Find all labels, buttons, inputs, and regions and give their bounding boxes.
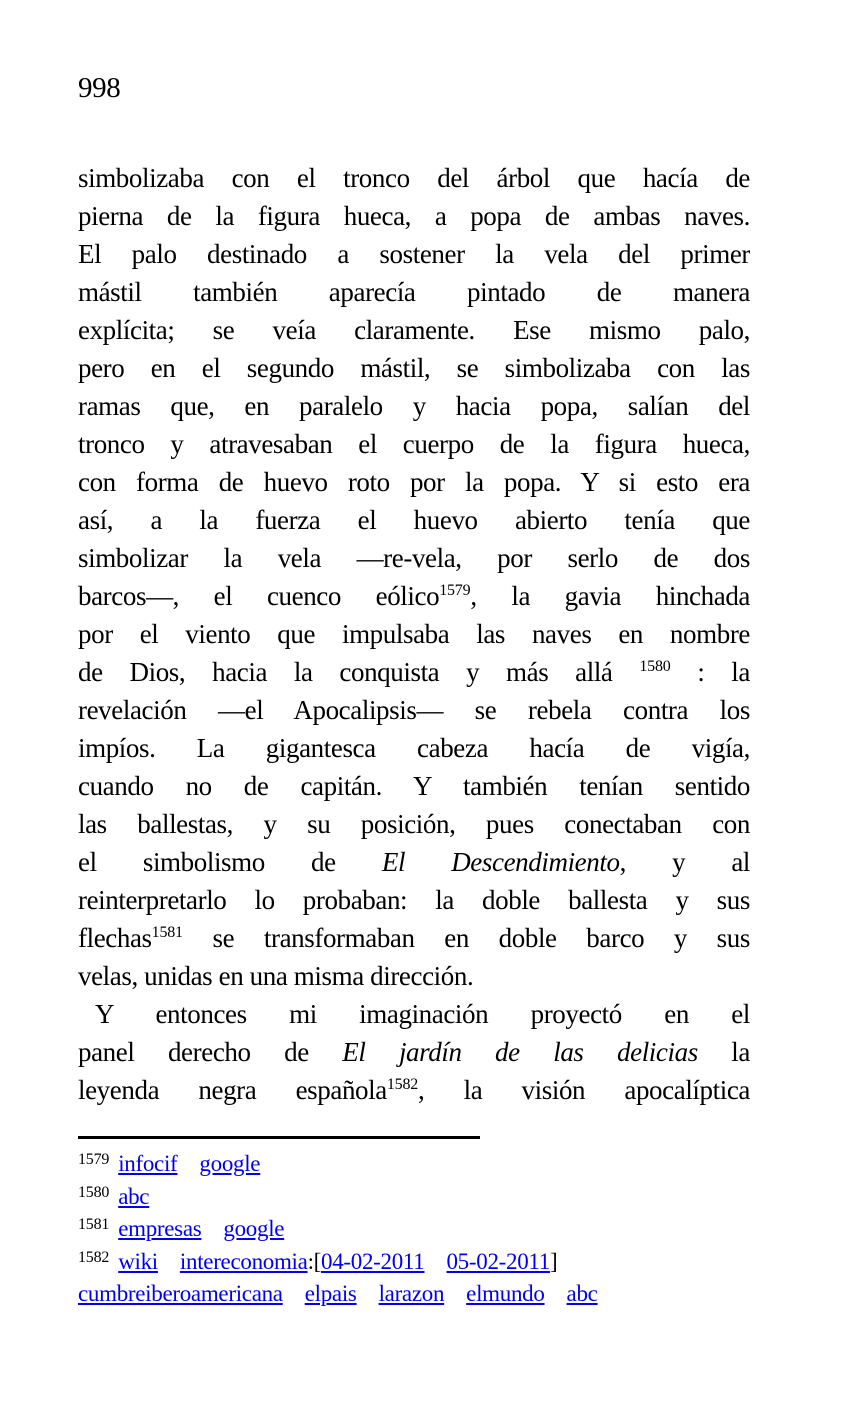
text-segment: el simbolismo de (78, 847, 382, 877)
body-line (78, 691, 750, 729)
footnote-separator (78, 1136, 480, 1139)
text-segment: explícita; se veía claramente. Ese mismo palo, (78, 315, 750, 345)
footnote-number: 1581 (78, 1216, 110, 1233)
text-segment: Y entonces mi imaginación proyectó en el (95, 999, 750, 1029)
text-segment: ramas que, en paralelo y hacia popa, salían del (78, 391, 750, 421)
page-number: 998 (78, 72, 121, 104)
footnote-link-wiki[interactable]: wiki (118, 1248, 158, 1274)
body-line (78, 615, 750, 653)
footnote-link-empresas[interactable]: empresas (118, 1216, 202, 1241)
work-title-italic: El Descendimiento (381, 847, 620, 877)
text-segment: flechas (78, 923, 152, 953)
footnote-ref: 1582 (386, 1076, 419, 1093)
body-line (78, 463, 750, 501)
text-segment: impíos. La gigantesca cabeza hacía de vigía, (78, 733, 750, 763)
text-segment: , la gavia hinchada (470, 581, 750, 611)
text-segment: simbolizaba con el tronco del árbol que hacía de (78, 163, 750, 193)
body-line (78, 197, 750, 235)
footnote-ref: 1580 (639, 658, 671, 675)
text-segment: panel derecho de (78, 1037, 343, 1067)
footnote-continuation (78, 1278, 766, 1311)
footnote-link-elmundo[interactable]: elmundo (466, 1281, 545, 1306)
footnote (78, 1246, 766, 1279)
footnotes (78, 1148, 766, 1311)
text-segment: : la (670, 657, 750, 687)
body-line (78, 311, 750, 349)
text-segment: con forma de huevo roto por la popa. Y si esto era (78, 467, 750, 497)
body-line (78, 843, 750, 881)
text-segment: de Dios, hacia la conquista y más allá (78, 657, 640, 687)
text-segment: las ballestas, y su posición, pues conectaban con (78, 809, 750, 839)
body-line (78, 653, 750, 691)
footnote-link-elpais[interactable]: elpais (304, 1281, 357, 1306)
footnote-link-abc[interactable]: abc (566, 1281, 598, 1306)
text-segment: revelación —el Apocalipsis— se rebela contra los (78, 695, 750, 725)
text-segment: cuando no de capitán. Y también tenían sentido (78, 771, 750, 801)
body-line (78, 577, 750, 615)
body-line (78, 235, 750, 273)
text-segment: pero en el segundo mástil, se simbolizaba con las (78, 353, 750, 383)
footnote-number: 1582 (78, 1248, 110, 1266)
text-segment: así, a la fuerza el huevo abierto tenía que (78, 505, 750, 535)
text-segment: se transformaban en doble barco y sus (182, 923, 750, 953)
footnote-link-abc[interactable]: abc (118, 1183, 150, 1209)
body-line (78, 1033, 750, 1071)
footnote-link-infocif[interactable]: infocif (118, 1151, 178, 1176)
text-segment: , la visión apocalíptica (418, 1075, 750, 1105)
footnote (78, 1148, 766, 1181)
footnote-ref: 1579 (439, 582, 471, 599)
text-segment: por el viento que impulsaba las naves en nombre (78, 619, 750, 649)
body-line (78, 425, 750, 463)
footnote-link-google[interactable]: google (223, 1216, 285, 1241)
text-segment: barcos—, el cuenco eólico (78, 581, 440, 611)
body-line (78, 805, 750, 843)
body-line (78, 387, 750, 425)
text-segment: reinterpretarlo lo probaban: la doble ballesta y sus (78, 885, 750, 915)
footnote-link-google[interactable]: google (199, 1151, 261, 1176)
body-text (78, 159, 750, 1109)
footnote-link-intereconomia[interactable]: intereconomia (179, 1248, 308, 1274)
body-line (78, 881, 750, 919)
work-title-italic: El jardín de las delicias (342, 1037, 698, 1067)
body-line (78, 957, 750, 995)
text-segment: leyenda negra española (78, 1075, 387, 1105)
footnote-link-04-02-2011[interactable]: 04-02-2011 (321, 1248, 425, 1274)
footnote-number: 1579 (78, 1151, 110, 1168)
text-segment: la (697, 1037, 750, 1067)
text-segment: mástil también aparecía pintado de manera (78, 277, 750, 307)
text-segment: tronco y atravesaban el cuerpo de la figura hueca, (78, 429, 750, 459)
body-line (78, 501, 750, 539)
footnote-link-larazon[interactable]: larazon (378, 1281, 445, 1306)
text-segment: , y al (619, 847, 750, 877)
body-line (78, 729, 750, 767)
body-line (78, 919, 750, 957)
text-segment: ] (549, 1248, 558, 1274)
body-line (78, 995, 750, 1033)
text-segment: pierna de la figura hueca, a popa de ambas naves. (78, 201, 750, 231)
text-segment: simbolizar la vela —re-vela, por serlo de dos (78, 543, 750, 573)
footnote-link-05-02-2011[interactable]: 05-02-2011 (446, 1248, 550, 1274)
body-line (78, 1071, 750, 1109)
footnote-number: 1580 (78, 1183, 110, 1201)
body-line (78, 349, 750, 387)
body-line (78, 273, 750, 311)
body-line (78, 159, 750, 197)
body-line (78, 767, 750, 805)
footnote (78, 1213, 766, 1246)
text-segment: :[ (307, 1248, 322, 1274)
text-segment: velas, unidas en una misma dirección. (78, 961, 474, 991)
footnote (78, 1181, 766, 1214)
body-line (78, 539, 750, 577)
text-segment: El palo destinado a sostener la vela del primer (78, 239, 750, 269)
footnote-ref: 1581 (151, 924, 183, 941)
footnote-link-cumbreiberoamericana[interactable]: cumbreiberoamericana (78, 1281, 283, 1306)
